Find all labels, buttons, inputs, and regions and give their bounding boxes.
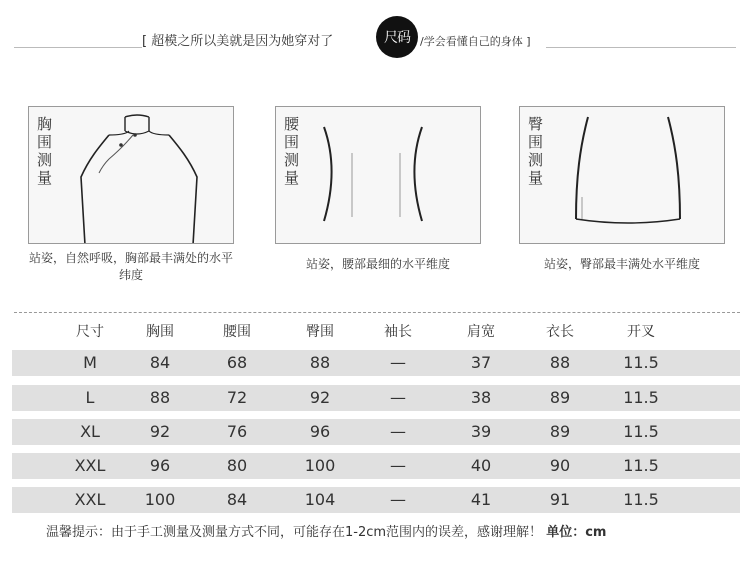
cell-size: XL: [80, 422, 100, 441]
header-sleeve: 袖长: [384, 324, 412, 340]
table-row: [12, 385, 740, 411]
cell-chest: 84: [149, 353, 171, 372]
header-slit: 开叉: [627, 324, 655, 340]
header-size: 尺寸: [76, 324, 104, 340]
waist-measure-label: 腰围测量: [284, 115, 300, 187]
cell-shoulder: 41: [470, 490, 492, 509]
qipao-chest-diagram-icon: [29, 107, 234, 244]
cell-sleeve: —: [390, 388, 406, 407]
table-row: [12, 487, 740, 513]
cell-length: 89: [549, 422, 571, 441]
cell-length: 88: [549, 353, 571, 372]
header-title: [ 超模之所以美就是因为她穿对了: [142, 34, 334, 49]
cell-chest: 96: [149, 456, 171, 475]
table-row: [12, 419, 740, 445]
unit-label: 单位：cm: [546, 525, 607, 540]
cell-chest: 88: [149, 388, 171, 407]
cell-waist: 84: [226, 490, 248, 509]
cell-sleeve: —: [390, 422, 406, 441]
chest-measure-panel: [28, 106, 234, 244]
cell-size: XXL: [74, 490, 106, 509]
chest-measure-label: 胸围测量: [37, 115, 53, 187]
size-table-header: [0, 320, 750, 344]
cell-size: XXL: [74, 456, 106, 475]
hip-measure-caption: 站姿，臀部最丰满处水平维度: [543, 257, 700, 271]
cell-shoulder: 38: [470, 388, 492, 407]
cell-length: 90: [549, 456, 571, 475]
cell-slit: 11.5: [623, 490, 659, 509]
header-length: 衣长: [546, 324, 574, 340]
table-row: [12, 350, 740, 376]
cell-size: L: [85, 388, 95, 407]
cell-chest: 92: [149, 422, 171, 441]
cell-waist: 72: [226, 388, 248, 407]
size-seal-logo: 尺码: [376, 16, 418, 58]
cell-slit: 11.5: [623, 456, 659, 475]
cell-slit: 11.5: [623, 353, 659, 372]
cell-shoulder: 40: [470, 456, 492, 475]
hip-diagram-icon: [520, 107, 725, 244]
waist-diagram-icon: [276, 107, 481, 244]
cell-waist: 68: [226, 353, 248, 372]
waist-measure-caption: 站姿，腰部最细的水平维度: [305, 257, 450, 271]
cell-slit: 11.5: [623, 388, 659, 407]
waist-measure-panel: [275, 106, 481, 244]
cell-waist: 80: [226, 456, 248, 475]
cell-slit: 11.5: [623, 422, 659, 441]
cell-hip: 92: [309, 388, 331, 407]
cell-sleeve: —: [390, 456, 406, 475]
header-shoulder: 肩宽: [467, 324, 495, 340]
cell-hip: 96: [309, 422, 331, 441]
cell-shoulder: 37: [470, 353, 492, 372]
cell-chest: 100: [144, 490, 176, 509]
cell-size: M: [83, 353, 97, 372]
hip-measure-panel: [519, 106, 725, 244]
hip-measure-label: 臀围测量: [528, 115, 544, 187]
cell-shoulder: 39: [470, 422, 492, 441]
header-subtitle: /学会看懂自己的身体 ]: [420, 35, 531, 48]
header-divider-right: [546, 47, 736, 48]
cell-hip: 88: [309, 353, 331, 372]
note-text: 温馨提示：由于手工测量及测量方式不同，可能存在1-2cm范围内的误差，感谢理解！: [46, 525, 543, 540]
cell-length: 91: [549, 490, 571, 509]
chest-measure-caption: 站姿，自然呼吸，胸部最丰满处的水平纬度: [28, 251, 233, 282]
header-divider-left: [14, 47, 142, 48]
table-row: [12, 453, 740, 479]
section-divider: [14, 312, 740, 313]
header-chest: 胸围: [146, 324, 174, 340]
cell-sleeve: —: [390, 490, 406, 509]
cell-hip: 100: [304, 456, 336, 475]
cell-waist: 76: [226, 422, 248, 441]
cell-length: 89: [549, 388, 571, 407]
measurement-note: [46, 521, 606, 540]
header-waist: 腰围: [223, 324, 251, 340]
cell-sleeve: —: [390, 353, 406, 372]
header-hip: 臀围: [306, 324, 334, 340]
cell-hip: 104: [304, 490, 336, 509]
